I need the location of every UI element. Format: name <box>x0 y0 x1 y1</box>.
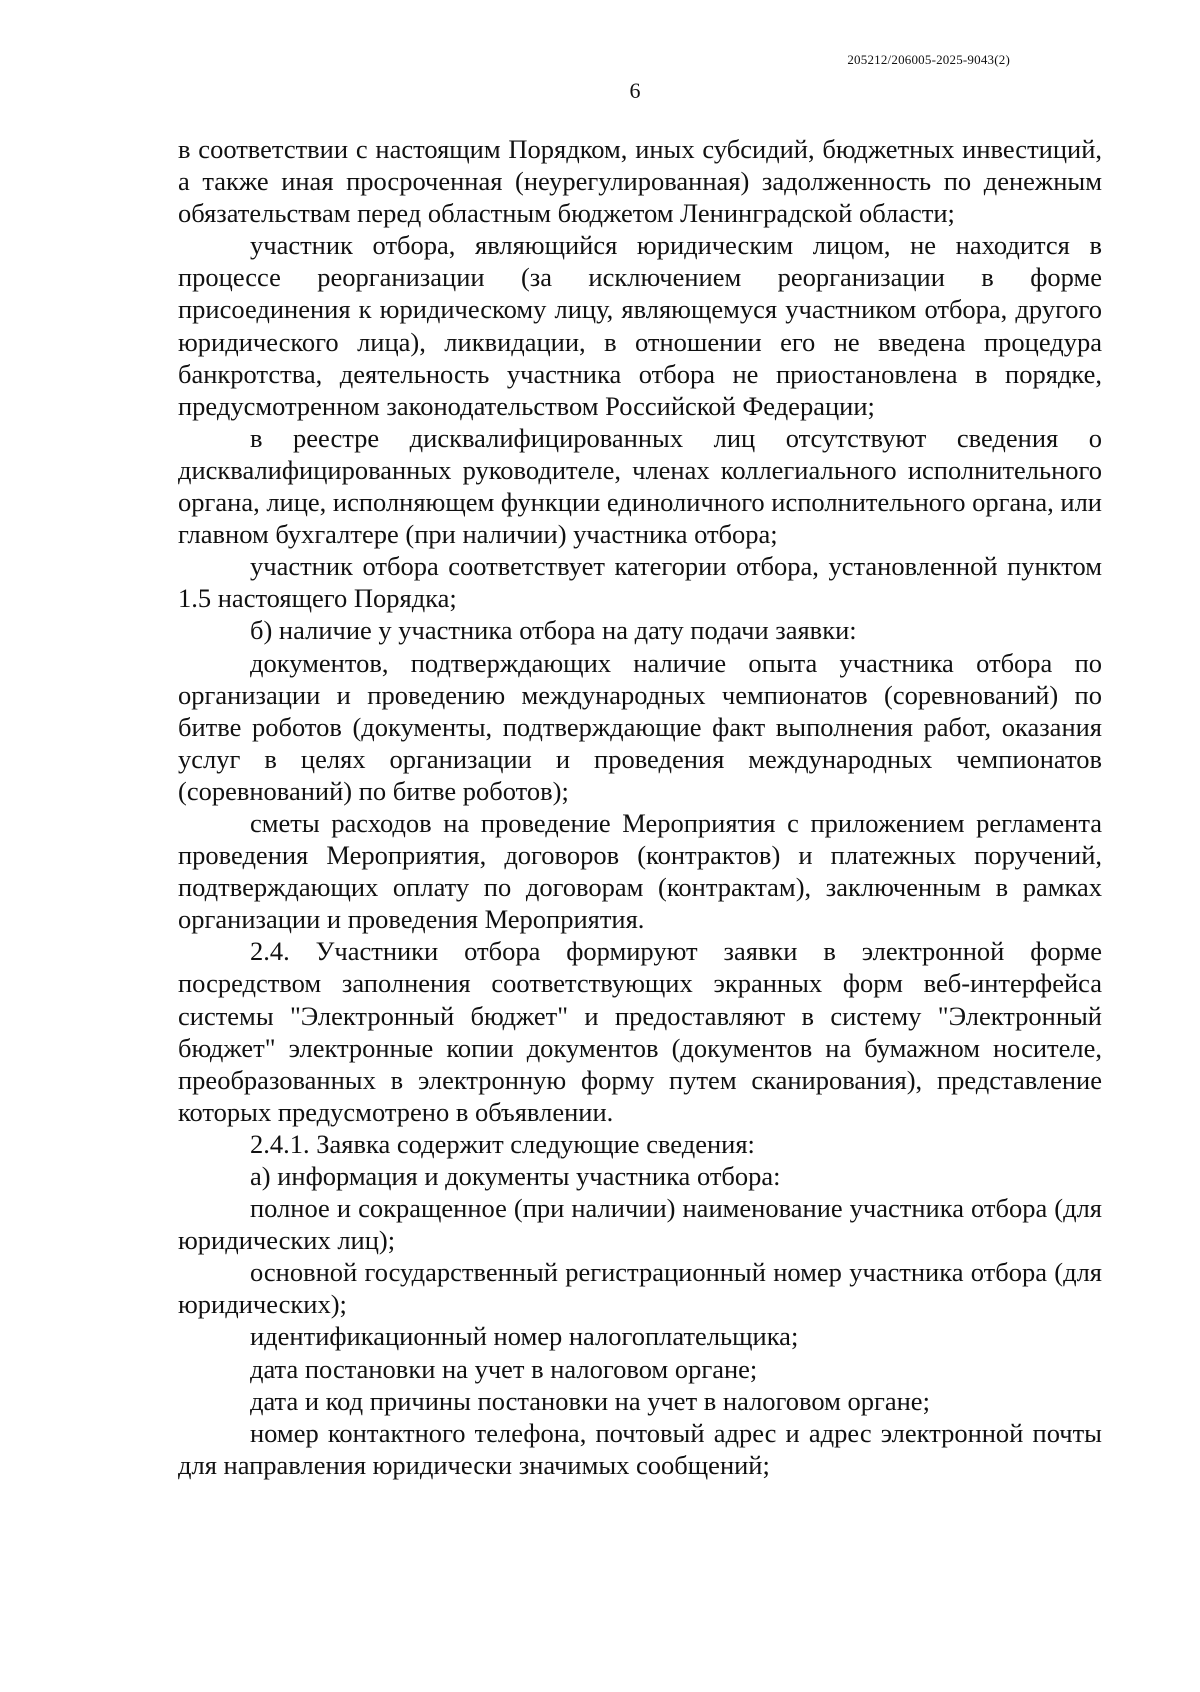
paragraph: б) наличие у участника отбора на дату подачи заявки: <box>250 615 857 646</box>
paragraph: в соответствии с настоящим Порядком, иных субсидий, бюджетных инвестиций, а также иная просроченная (неурегулированная) задолженность по денежным обязательствам перед областным бюджетом Ленинградской области; <box>178 134 1102 229</box>
paragraph: в реестре дисквалифицированных лиц отсутствуют сведения о дисквалифицированных руководителе, членах коллегиального исполнительного органа, лице, исполняющем функции единоличного исполнительного органа, или главном бухгалтере (при наличии) участника отбора; <box>178 422 1102 550</box>
paragraph: основной государственный регистрационный номер участника отбора (для юридических); <box>178 1257 1102 1320</box>
paragraph: номер контактного телефона, почтовый адрес и адрес электронной почты для направления юридически значимых сообщений; <box>178 1417 1102 1480</box>
paragraph: 2.4.1. Заявка содержит следующие сведения: <box>250 1128 755 1159</box>
paragraph: 2.4. Участники отбора формируют заявки в электронной форме посредством заполнения соответствующих экранных форм веб-интерфейса системы "Электронный бюджет" и предоставляют в систему "Электронный бюджет" электронные копии документов (документов на бумажном носителе, преобразованных в электронную форму путем сканирования), представление которых предусмотрено в объявлении. <box>178 936 1102 1127</box>
paragraph: участник отбора, являющийся юридическим лицом, не находится в процессе реорганизации (за исключением реорганизации в форме присоединения к юридическому лицу, являющемуся участником отбора, другого юридического лица), ликвидации, в отношении его не введена процедура банкротства, деятельность участника отбора не приостановлена в порядке, предусмотренном законодательством Российской Федерации; <box>178 230 1102 421</box>
page-number: 6 <box>629 78 641 103</box>
paragraph: а) информация и документы участника отбора: <box>250 1161 781 1191</box>
paragraph: сметы расходов на проведение Мероприятия с приложением регламента проведения Мероприятия, договоров (контрактов) и платежных поручений, подтверждающих оплату по договорам (контрактам), заключенным в рамках организации и проведения Мероприятия. <box>178 807 1102 935</box>
paragraph: дата постановки на учет в налоговом органе; <box>250 1353 758 1384</box>
paragraph: идентификационный номер налогоплательщика; <box>250 1321 799 1352</box>
document-body <box>178 133 1102 1481</box>
paragraph: дата и код причины постановки на учет в налоговом органе; <box>250 1385 930 1416</box>
paragraph: документов, подтверждающих наличие опыта участника отбора по организации и проведению международных чемпионатов (соревнований) по битве роботов (документы, подтверждающие факт выполнения работ, оказания услуг в целях организации и проведения международных чемпионатов (соревнований) по битве роботов); <box>178 647 1102 806</box>
paragraph: участник отбора соответствует категории отбора, установленной пунктом 1.5 настоящего Порядка; <box>178 551 1102 614</box>
paragraph: полное и сокращенное (при наличии) наименование участника отбора (для юридических лиц); <box>178 1193 1102 1256</box>
document-id: 205212/206005-2025-9043(2) <box>847 52 1010 67</box>
